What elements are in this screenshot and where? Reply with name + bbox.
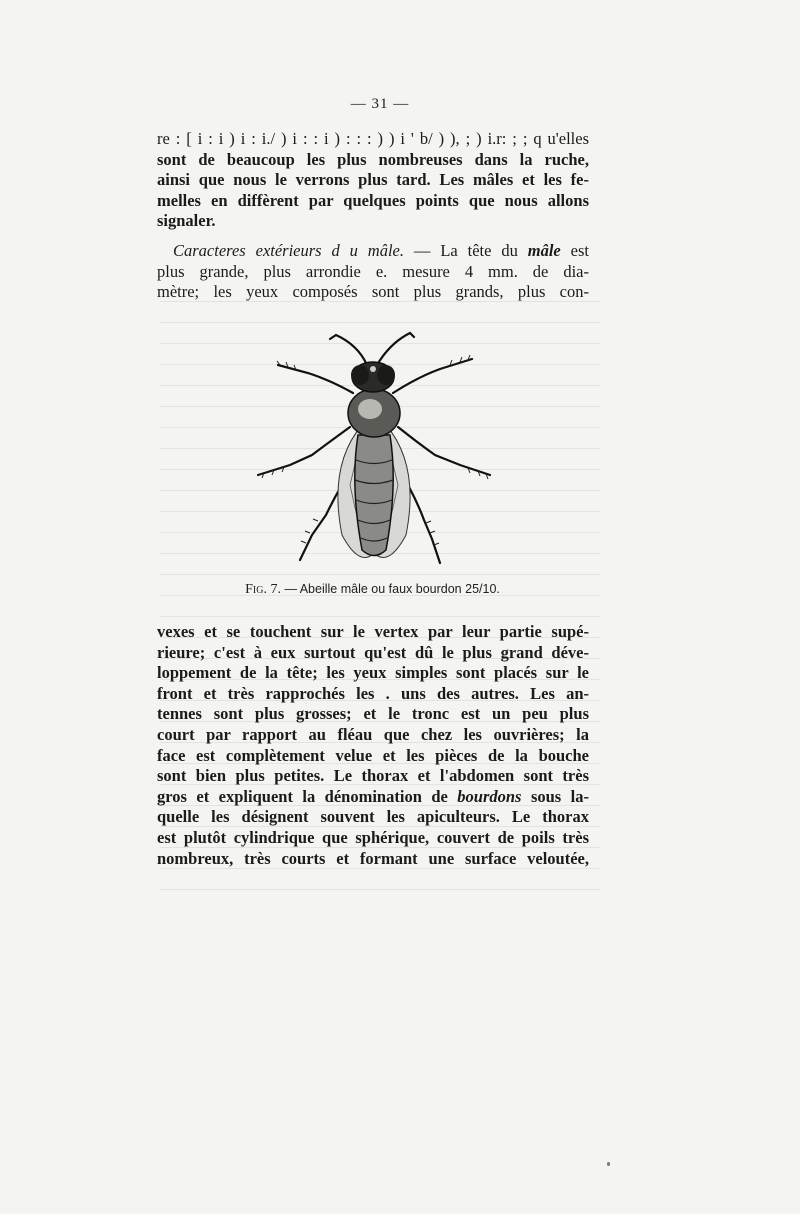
paragraph-3 <box>157 622 589 869</box>
heading-continuation: — La tête du <box>404 241 528 260</box>
text-line: loppement de la tête; les yeux simples sont placés sur le <box>157 663 589 683</box>
text-line: vexes et se touchent sur le vertex par leur partie supé- <box>157 622 589 641</box>
text-line: rieure; c'est à eux surtout qu'est dû le plus grand déve- <box>157 642 589 662</box>
text-line: re : [ i : i ) i : i./ ) i : : i ) : : : ) ) i ' b/ ) ), ; ) i.r: ; ; q u'elles <box>157 129 589 148</box>
text-line: tennes sont plus grosses; et le tronc est un peu plus <box>157 704 589 724</box>
text-line <box>157 787 589 808</box>
text-line: court par rapport au fléau que chez les ouvrières; la <box>157 724 589 744</box>
section-heading: Caracteres extérieurs d u mâle. <box>173 241 405 260</box>
text-line: front et très rapprochés les . uns des autres. Les an- <box>157 683 589 703</box>
text-line: plus grande, plus arrondie e. mesure 4 mm. de dia- <box>157 261 589 281</box>
paragraph-1 <box>157 129 589 232</box>
text-line: sont de beaucoup les plus nombreuses dans la ruche, <box>157 149 589 169</box>
text-line: est plutôt cylindrique que sphérique, couvert de poils très <box>157 827 589 847</box>
text-line: face est complètement velue et les pièces de la bouche <box>157 745 589 765</box>
text-fragment: sous la- <box>521 786 589 806</box>
text-line: melles en diffèrent par quelques points que nous allons <box>157 190 589 210</box>
male-bee-engraving-icon <box>250 325 500 570</box>
text-line: signaler. <box>157 211 216 231</box>
figure-caption-text: — Abeille mâle ou faux bourdon 25/10. <box>280 582 500 596</box>
text-line: sont bien plus petites. Le thorax et l'abdomen sont très <box>157 766 589 786</box>
heading-end: est <box>560 241 589 260</box>
text-line: mètre; les yeux composés sont plus grands, plus con- <box>157 282 589 302</box>
text-line: nombreux, très courts et formant une surface veloutée, <box>157 848 589 868</box>
page-number: — 31 — <box>350 96 410 112</box>
paper-speck <box>607 1162 610 1166</box>
text-line: quelle les désignent souvent les apiculteurs. Le thorax <box>157 807 589 827</box>
emphasis-bourdons: bourdons <box>457 786 522 806</box>
text-line: ainsi que nous le verrons plus tard. Les mâles et les fe- <box>157 170 589 190</box>
text-line <box>157 241 589 262</box>
paragraph-2 <box>157 241 589 303</box>
figure-label: Fig. 7. <box>245 582 281 597</box>
text-fragment: gros et expliquent la dénomination de <box>157 786 458 806</box>
emphasis-male: mâle <box>527 241 561 260</box>
figure-caption <box>0 582 745 598</box>
